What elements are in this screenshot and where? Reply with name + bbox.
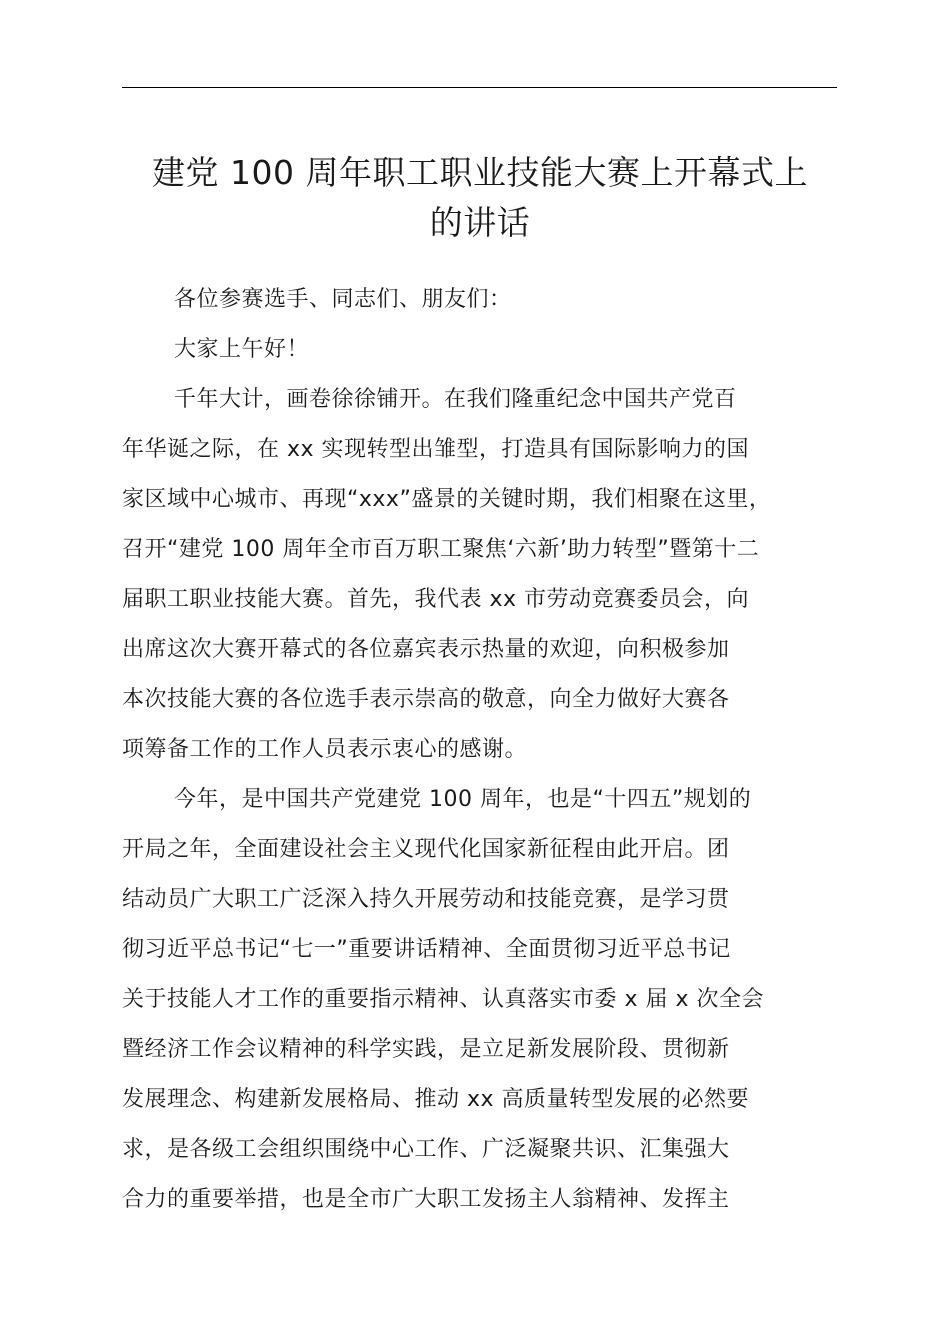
page-title [110,148,850,248]
paragraph-line: 项筹备工作的工作人员表示衷心的感谢。 [122,737,528,762]
paragraph-line: 今年，是中国共产党建党 100 周年，也是“十四五”规划的 [174,787,752,812]
paragraph-line: 彻习近平总书记“七一”重要讲话精神、全面贯彻习近平总书记 [122,937,731,962]
salutation [122,275,837,325]
header-divider [122,87,837,88]
paragraph-line: 关于技能人才工作的重要指示精神、认真落实市委 x 届 x 次全会 [122,987,765,1012]
paragraph-line: 求，是各级工会组织围绕中心工作、广泛凝聚共识、汇集强大 [122,1137,730,1162]
paragraph-line: 年华诞之际，在 xx 实现转型出雏型，打造具有国际影响力的国 [122,437,750,462]
title-line-2: 的讲话 [429,203,531,242]
paragraph-line: 合力的重要举措，也是全市广大职工发扬主人翁精神、发挥主 [122,1187,730,1212]
greeting [122,325,837,375]
paragraph-line: 召开“建党 100 周年全市百万职工聚焦‘六新’助力转型”暨第十二 [122,537,760,562]
paragraph-1 [122,375,837,775]
greeting-line: 大家上午好！ [174,337,310,362]
document-body [122,275,837,1225]
paragraph-line: 暨经济工作会议精神的科学实践，是立足新发展阶段、贯彻新 [122,1037,730,1062]
title-line-1: 建党 100 周年职工职业技能大赛上开幕式上 [152,153,808,192]
salutation-line: 各位参赛选手、同志们、朋友们： [174,287,512,312]
paragraph-line: 千年大计，画卷徐徐铺开。在我们隆重纪念中国共产党百 [174,387,737,412]
paragraph-line: 发展理念、构建新发展格局、推动 xx 高质量转型发展的必然要 [122,1087,750,1112]
paragraph-line: 出席这次大赛开幕式的各位嘉宾表示热量的欢迎，向积极参加 [122,637,730,662]
paragraph-line: 家区域中心城市、再现“xxx”盛景的关键时期，我们相聚在这里， [122,487,772,512]
paragraph-line: 开局之年，全面建设社会主义现代化国家新征程由此开启。团 [122,837,730,862]
paragraph-line: 届职工职业技能大赛。首先，我代表 xx 市劳动竞赛委员会，向 [122,587,750,612]
paragraph-2 [122,775,837,1225]
paragraph-line: 本次技能大赛的各位选手表示崇高的敬意，向全力做好大赛各 [122,687,730,712]
paragraph-line: 结动员广大职工广泛深入持久开展劳动和技能竞赛，是学习贯 [122,887,730,912]
